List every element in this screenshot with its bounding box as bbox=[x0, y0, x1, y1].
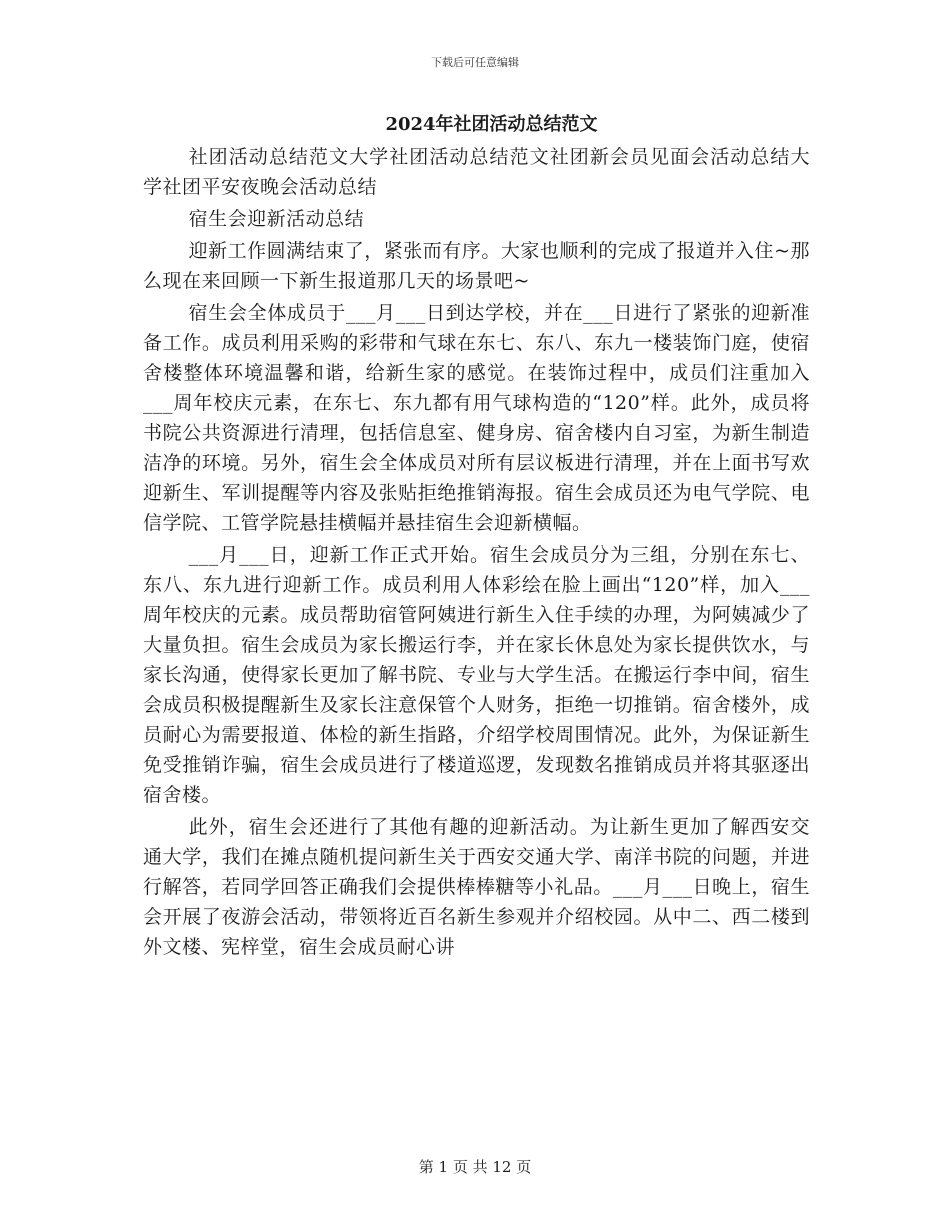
page-number: 第 1 页 共 12 页 bbox=[418, 1158, 532, 1176]
paragraph-welcome-day: ___月___日，迎新工作正式开始。宿生会成员分为三组，分别在东七、东八、东九进行迎新工作。成员利用人体彩绘在脸上画出“120”样，加入___周年校庆的元素。成员帮助宿管阿姨进行新生入住手续的办理，为阿姨减少了大量负担。宿生会成员为家长搬运行李，并在家长休息处为家长提供饮水，与家长沟通，使得家长更加了解书院、专业与大学生活。在搬运行李中间，宿生会成员积极提醒新生及家长注意保管个人财务，拒绝一切推销。宿舍楼外，成员耐心为需要报道、体检的新生指路，介绍学校周围情况。此外，为保证新生免受推销诈骗，宿生会成员进行了楼道巡逻，发现数名推销成员并将其驱逐出宿舍楼。 bbox=[143, 544, 810, 806]
paragraph-subtitle: 宿生会迎新活动总结 bbox=[188, 208, 365, 230]
paragraph-opening: 迎新工作圆满结束了，紧张而有序。大家也顺利的完成了报道并入住~那么现在来回顾一下新生报道那几天的场景吧~ bbox=[143, 240, 810, 292]
paragraph-other-activities: 此外，宿生会还进行了其他有趣的迎新活动。为让新生更加了解西安交通大学，我们在摊点随机提问新生关于西安交通大学、南洋书院的问题，并进行解答，若同学回答正确我们会提供棒棒糖等小礼品。___月___日晚上，宿生会开展了夜游会活动，带领将近百名新生参观并介绍校园。从中二、西二楼到外文楼、宪梓堂，宿生会成员耐心讲 bbox=[143, 816, 810, 958]
header-note: 下载后可任意编辑 bbox=[431, 56, 519, 69]
paragraph-intro-links: 社团活动总结范文大学社团活动总结范文社团新会员见面会活动总结大学社团平安夜晚会活动总结 bbox=[143, 146, 810, 198]
paragraph-preparation: 宿生会全体成员于___月___日到达学校，并在___日进行了紧张的迎新准备工作。成员利用采购的彩带和气球在东七、东八、东九一楼装饰门庭，使宿舍楼整体环境温馨和谐，给新生家的感觉。在装饰过程中，成员们注重加入___周年校庆元素，在东七、东九都有用气球构造的“120”样。此外，成员将书院公共资源进行清理，包括信息室、健身房、宿舍楼内自习室，为新生制造洁净的环境。另外，宿生会全体成员对所有层议板进行清理，并在上面书写欢迎新生、军训提醒等内容及张贴拒绝推销海报。宿生会成员还为电气学院、电信学院、工管学院悬挂横幅并悬挂宿生会迎新横幅。 bbox=[143, 302, 810, 534]
document-title: 2024年社团活动总结范文 bbox=[385, 114, 598, 135]
document-body bbox=[143, 110, 810, 964]
